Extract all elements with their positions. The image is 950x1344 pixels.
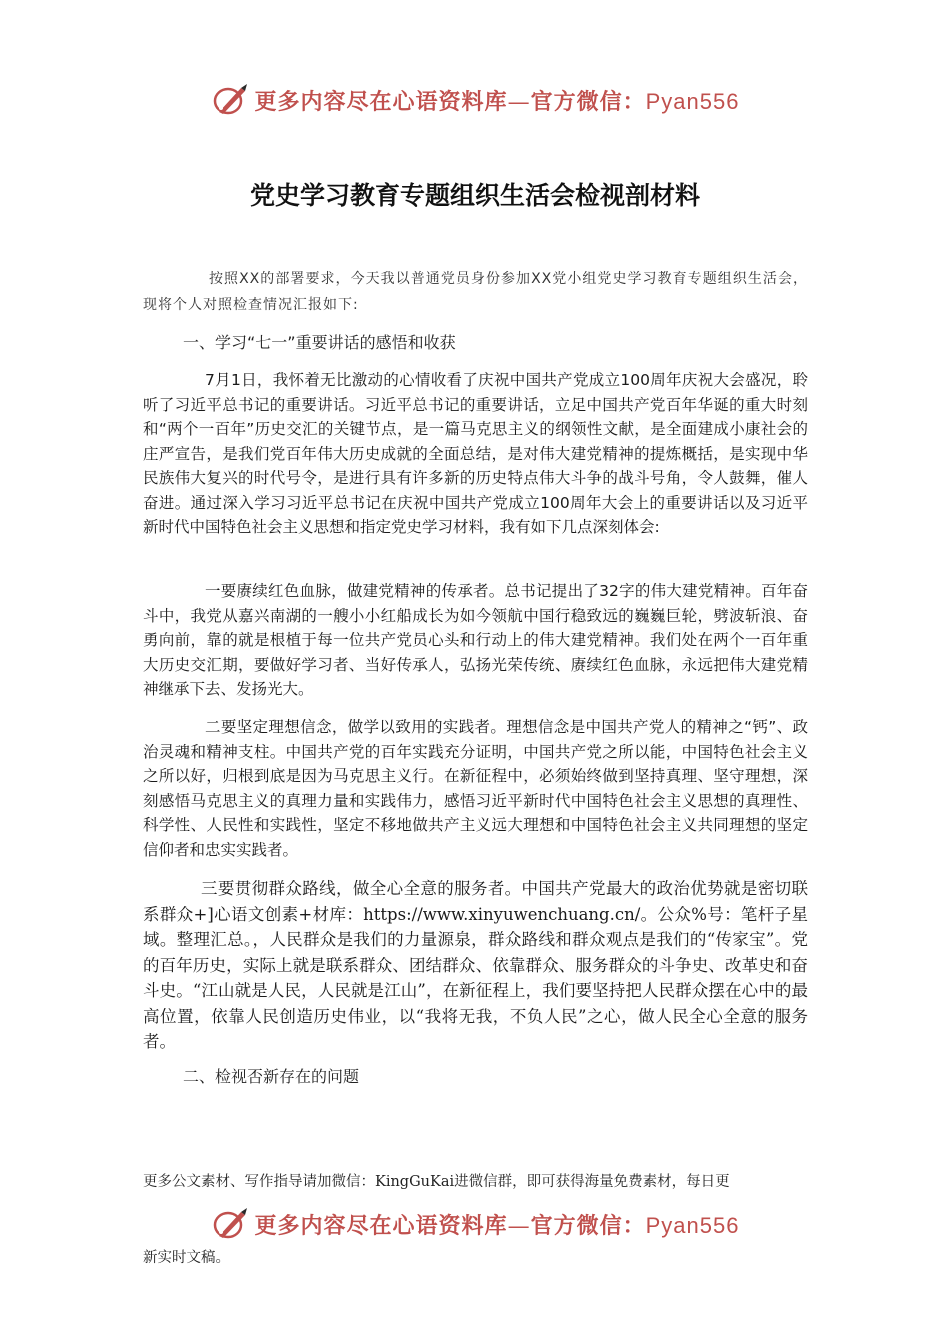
document-title: 党史学习教育专题组织生活会检视剖材料	[249, 181, 700, 210]
footer-text-line1: 更多公文素材、写作指导请加微信：KingGuKai进微信群，即可获得海量免费素材，每日更	[143, 1174, 730, 1190]
section-heading-2: 二、检视否新存在的问题	[183, 1067, 360, 1086]
body-paragraph: 三要贯彻群众路线，做全心全意的服务者。中国共产党最大的政治优势就是密切联系群众+]心语文创素+材库：https://www.xinyuwenchuang.cn/。公众%号：笔杆子星域。整理汇总。，人民群众是我们的力量源泉，群众路线和群众观点是我们的“传家宝”。党的百年历史，实际上就是联系群众、团结群众、依靠群众、服务群众的斗争史、改革史和奋斗史。“江山就是人民，人民就是江山”，在新征程上，我们要坚持把人民群众摆在心中的最高位置，依靠人民创造历史伟业，以“我将无我，不负人民”之心，做人民全心全意的服务者。	[143, 879, 808, 1051]
watermark-logo	[211, 1206, 740, 1242]
footer-text-line2: 新实时文稿。	[143, 1250, 230, 1266]
body-paragraph: 二要坚定理想信念，做学以致用的实践者。理想信念是中国共产党人的精神之“钙”、政治灵魂和精神支柱。中国共产党的百年实践充分证明，中国共产党之所以能，中国特色社会主义之所以好，归根到底是因为马克思主义行。在新征程中，必须始终做到坚持真理、坚守理想，深刻感悟马克思主义的真理力量和实践伟力，感悟习近平新时代中国特色社会主义思想的真理性、科学性、人民性和实践性，坚定不移地做共产主义远大理想和中国特色社会主义共同理想的坚定信仰者和忠实实践者。	[143, 718, 808, 859]
pen-logo-icon	[211, 1206, 251, 1242]
watermark-logo	[211, 82, 740, 118]
pen-logo-icon	[211, 82, 251, 118]
intro-paragraph: 按照XX的部署要求，今天我以普通党员身份参加XX党小组党史学习教育专题组织生活会，现将个人对照检查情况汇报如下:	[143, 271, 808, 313]
body-paragraph: 7月1日，我怀着无比激动的心情收看了庆祝中国共产党成立100周年庆祝大会盛况，聆听了习近平总书记的重要讲话。习近平总书记的重要讲话，立足中国共产党百年华诞的重大时刻和“两个一百年”历史交汇的关键节点，是一篇马克思主义的纲领性文献，是全面建成小康社会的庄严宣告，是我们党百年伟大历史成就的全面总结，是对伟大建党精神的提炼概括，是实现中华民族伟大复兴的时代号令，是进行具有许多新的历史特点伟大斗争的战斗号角，令人鼓舞，催人奋进。通过深入学习习近平总书记在庆祝中国共产党成立100周年大会上的重要讲话以及习近平新时代中国特色社会主义思想和指定党史学习材料，我有如下几点深刻体会:	[143, 371, 808, 536]
watermark-banner-top	[0, 82, 950, 118]
watermark-text: 更多内容尽在心语资料库—官方微信：Pyan556	[254, 1212, 740, 1239]
section-heading-1: 一、学习“七一”重要讲话的感悟和收获	[183, 333, 456, 352]
watermark-text: 更多内容尽在心语资料库—官方微信：Pyan556	[254, 88, 740, 115]
watermark-banner-bottom	[0, 1206, 950, 1242]
body-paragraph: 一要赓续红色血脉，做建党精神的传承者。总书记提出了32字的伟大建党精神。百年奋斗中，我党从嘉兴南湖的一艘小小红船成长为如今领航中国行稳致远的巍巍巨轮，劈波斩浪、奋勇向前，靠的就是根植于每一位共产党员心头和行动上的伟大建党精神。我们处在两个一百年重大历史交汇期，要做好学习者、当好传承人，弘扬光荣传统、赓续红色血脉，永远把伟大建党精神继承下去、发扬光大。	[143, 582, 808, 698]
